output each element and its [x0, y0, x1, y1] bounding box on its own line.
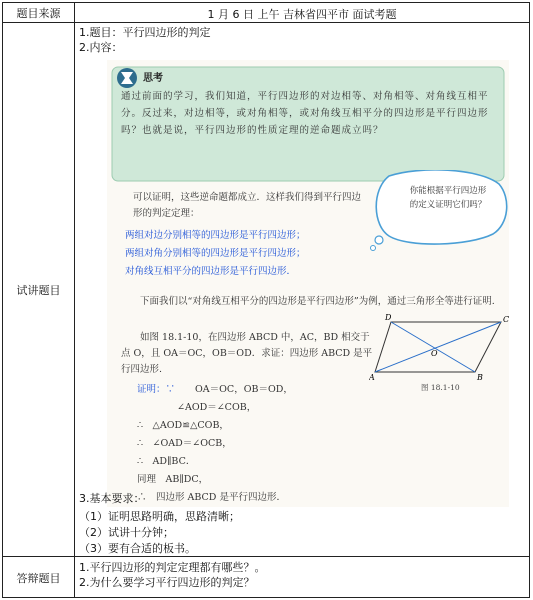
parallelogram-figure: [369, 314, 509, 384]
label-b: B: [477, 373, 483, 382]
proof-step-4: ∴ ∠OAD＝∠OCB，: [137, 438, 232, 449]
proof-step-6: 同理 AB∥DC，: [137, 474, 209, 485]
requirement-3: （3）要有合适的板书。: [79, 542, 196, 555]
proof-step-3: ∴ △AOD≌△COB，: [137, 420, 229, 431]
label-d: D: [385, 314, 392, 322]
defense-label: 答辩题目: [3, 557, 75, 598]
think-box: [109, 64, 507, 184]
proof-step-5: ∴ AD∥BC．: [137, 456, 196, 467]
content-line: 2.内容：: [79, 41, 123, 54]
exam-table: [2, 2, 530, 598]
intro-text: 可以证明，这些逆命题都成立．这样我们得到平行四边形的判定定理：: [133, 192, 362, 219]
source-text: 1 月 6 日 上午 吉林省四平市 面试考题: [207, 8, 397, 21]
think-title: 思考: [143, 73, 163, 84]
requirements-title: 3.基本要求：: [79, 492, 145, 505]
label-a: A: [369, 373, 375, 382]
proof-step-2: ∠AOD＝∠COB，: [177, 402, 257, 413]
label-c: C: [503, 315, 509, 324]
proof-intro: 下面我们以“对角线互相平分的四边形是平行四边形”为例，通过三角形全等进行证明.: [140, 296, 495, 307]
theorem-3: 对角线互相平分的四边形是平行四边形．: [125, 266, 297, 277]
theorem-2: 两组对角分别相等的四边形是平行四边形；: [125, 248, 306, 259]
proof-setup: 如图 18.1-10，在四边形 ABCD 中，AC，BD 相交于点 O，且 OA＝OC，OB＝OD．求证：四边形 ABCD 是平行四边形.: [121, 332, 373, 375]
figure-caption: 图 18.1-10: [421, 383, 460, 392]
requirement-2: （2）试讲十分钟；: [79, 526, 174, 539]
defense-question-2: 2.为什么要学习平行四边形的判定？: [79, 576, 255, 589]
topic-line: 1.题目：平行四边形的判定: [79, 26, 211, 39]
textbook-excerpt: [107, 60, 509, 507]
think-body: 通过前面的学习，我们知道，平行四边形的对边相等、对角相等、对角线互相平分。反过来，对边相等，或对角相等，或对角线互相平分的四边形是平行四边形吗？也就是说，平行四边形的性质定理的逆命题成立吗？: [121, 91, 489, 136]
trial-label: 试讲题目: [3, 23, 75, 556]
bubble-text: 你能根据平行四边形的定义证明它们吗？: [409, 186, 487, 210]
header-row: [3, 3, 529, 23]
proof-label: 证明：∵: [137, 384, 176, 395]
defense-question-1: 1.平行四边形的判定定理都有哪些？。: [79, 561, 266, 574]
source-label: 题目来源: [3, 3, 75, 22]
label-o: O: [431, 349, 438, 358]
requirement-1: （1）证明思路明确，思路清晰；: [79, 510, 240, 523]
defense-row: [3, 557, 529, 598]
proof-step-7: ∴ 四边形 ABCD 是平行四边形．: [137, 492, 286, 503]
theorem-1: 两组对边分别相等的四边形是平行四边形；: [125, 230, 306, 241]
proof-step-1: OA＝OC，OB＝OD，: [195, 384, 293, 395]
trial-row: [3, 23, 529, 557]
